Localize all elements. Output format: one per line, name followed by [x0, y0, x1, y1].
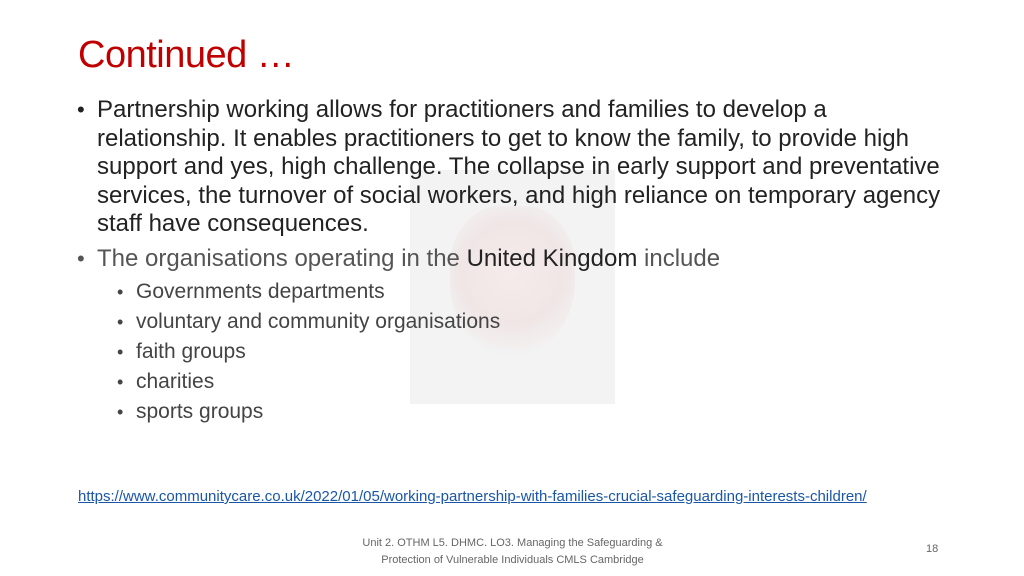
bullet-icon: • [117, 282, 124, 302]
sub-bullet-item [97, 367, 955, 397]
sub-bullet-item [97, 307, 955, 337]
bullet-text-before: The organisations operating in the [97, 244, 467, 272]
bullet-icon: • [117, 312, 124, 332]
sub-bullet-text: faith groups [136, 340, 246, 363]
sub-bullet-item [97, 277, 955, 307]
bullet-text: Partnership working allows for practitioners and families to develop a relationship. It enables practitioners to get to know the family, to provide high support and yes, high challenge. The collapse in early support and preventative services, the turnover of social workers, and high reliance on temporary agency staff have consequences. [97, 96, 941, 237]
bullet-icon: • [117, 372, 124, 392]
bullet-icon: • [117, 342, 124, 362]
footer-line-2: Protection of Vulnerable Individuals CMLS Cambridge [381, 554, 644, 566]
slide-body [75, 96, 955, 427]
sub-bullet-text: sports groups [136, 400, 264, 423]
bullet-partnership-working [75, 96, 955, 239]
sub-bullet-text: charities [136, 370, 215, 393]
bullet-icon: • [117, 402, 124, 422]
sub-bullet-text: voluntary and community organisations [136, 310, 501, 333]
sub-bullet-item [97, 397, 955, 427]
sub-bullet-list [97, 277, 955, 427]
footer-line-1: Unit 2. OTHM L5. DHMC. LO3. Managing the Safeguarding & [362, 537, 663, 549]
slide-title: Continued … [78, 34, 295, 76]
bullet-icon: • [77, 97, 85, 122]
page-number: 18 [926, 543, 939, 555]
bullet-organisations [75, 245, 955, 428]
footer [340, 535, 685, 569]
bullet-text-highlight: United Kingdom [466, 244, 638, 272]
sub-bullet-item [97, 337, 955, 367]
bullet-text-after: include [637, 244, 721, 272]
sub-bullet-text: Governments departments [136, 280, 385, 303]
source-link[interactable]: https://www.communitycare.co.uk/2022/01/05/working-partnership-with-families-crucial-safeguarding-interests-children/ [78, 488, 867, 505]
bullet-icon: • [77, 245, 85, 271]
bullet-list [75, 96, 955, 427]
